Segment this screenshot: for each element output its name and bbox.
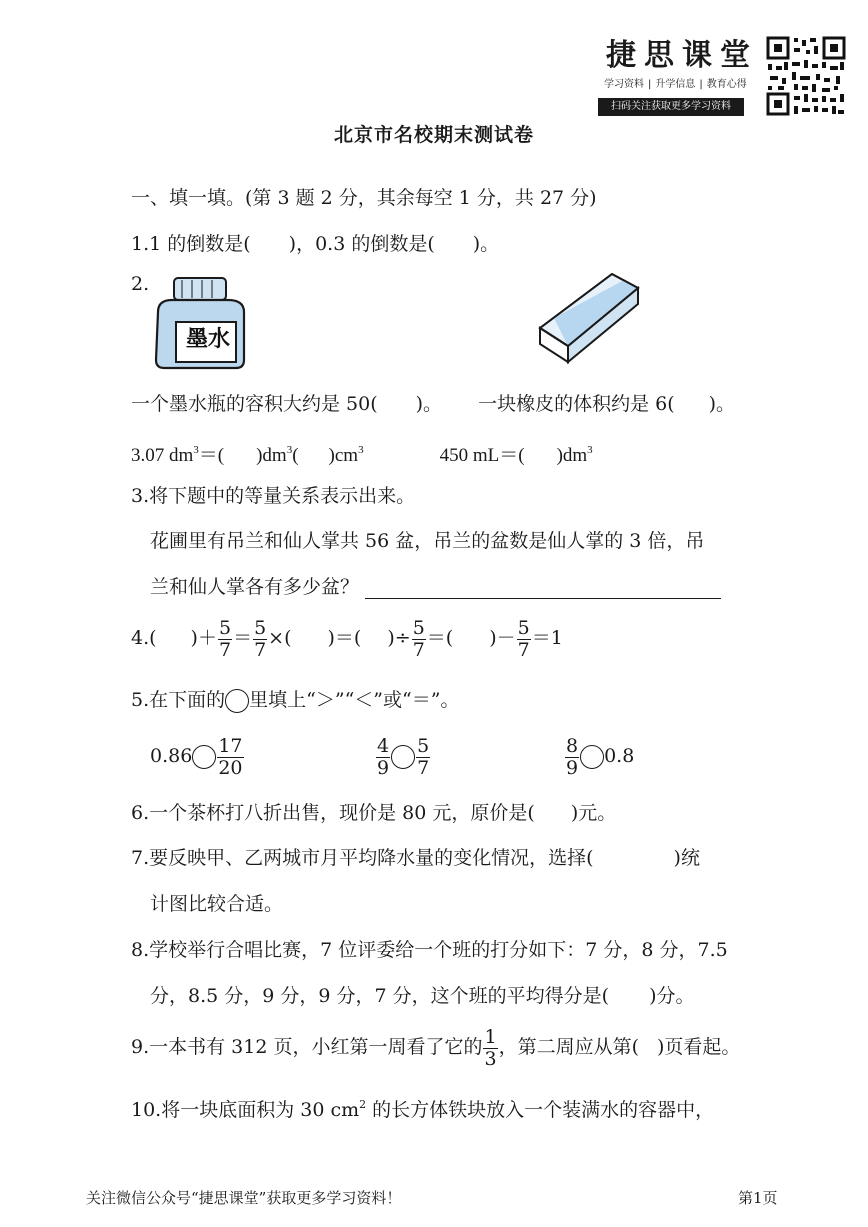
q7-text: 7.要反映甲、乙两城市月平均降水量的变化情况，选择( (131, 847, 594, 869)
numerator: 5 (417, 734, 430, 757)
denominator: 7 (417, 756, 430, 779)
numerator: 4 (377, 734, 390, 757)
denominator: 7 (218, 638, 232, 661)
q4-text: ×( (268, 627, 292, 649)
ink-bottle-image (150, 276, 252, 370)
q4-text: ＝ (233, 627, 253, 649)
qr-code (766, 36, 846, 116)
brand-tag: 升学信息 (655, 79, 696, 90)
q1-text: )，0.3 的倒数是( (288, 233, 435, 255)
q2-text: )。 (708, 393, 736, 415)
q8-text: 分，8.5 分，9 分，9 分，7 分，这个班的平均得分是( (150, 985, 610, 1007)
q5-text: 里填上“＞”“＜”或“＝”。 (249, 689, 460, 711)
q10-text: 10.将一块底面积为 30 cm (131, 1099, 360, 1121)
question-4 (131, 616, 563, 661)
numerator: 1 (484, 1025, 497, 1048)
question-7 (131, 846, 700, 870)
q10-text: 的长方体铁块放入一个装满水的容器中， (366, 1099, 715, 1121)
q3-text: 3.07 dm (131, 445, 194, 466)
question-8-line1: 8.学校举行合唱比赛，7 位评委给一个班的打分如下：7 分，8 分，7.5 (131, 939, 728, 961)
q9-text: ，第二周应从第( (498, 1036, 639, 1058)
footer-left: 关注微信公众号“捷思课堂”获取更多学习资料！ (86, 1189, 402, 1207)
q3-text: ＝( (198, 445, 225, 466)
question-2-text (131, 392, 735, 416)
fraction (416, 736, 430, 779)
eraser-image (534, 270, 644, 366)
question-5 (131, 688, 459, 713)
numerator: 17 (218, 734, 243, 757)
superscript: 3 (358, 444, 364, 456)
fraction (483, 1027, 497, 1070)
q3-text: )dm (256, 445, 287, 466)
q5-pair-2 (375, 734, 431, 779)
q9-text: 9.一本书有 312 页，小红第一周看了它的 (131, 1036, 483, 1058)
q4-text: )÷ (387, 627, 411, 649)
q2-text: 一个墨水瓶的容积大约是 50( (131, 393, 378, 415)
q8-text: )分。 (649, 985, 695, 1007)
q2-number: 2. (131, 273, 150, 295)
q2-text: )。 (415, 393, 443, 415)
question-1 (131, 232, 499, 256)
denominator: 9 (377, 756, 390, 779)
q1-text: )。 (472, 233, 500, 255)
q2-text: 一块橡皮的体积约是 6( (478, 393, 675, 415)
question-6 (131, 801, 616, 825)
q5-value: 0.8 (604, 745, 635, 767)
question-3-units (131, 438, 593, 468)
brand-tag: 学习资料 (604, 79, 644, 90)
question-8-line2 (150, 984, 694, 1008)
denominator: 7 (412, 638, 425, 661)
q1-text: 1.1 的倒数是( (131, 233, 251, 255)
answer-underline (365, 578, 721, 599)
fraction (218, 618, 232, 661)
numerator: 5 (218, 616, 232, 639)
section-heading: 一、填一填。(第 3 题 2 分，其余每空 1 分，共 27 分) (131, 187, 597, 209)
fraction (517, 618, 531, 661)
q4-text: )＝( (327, 627, 362, 649)
q6-text: 6.一个茶杯打八折出售，现价是 80 元，原价是( (131, 802, 535, 824)
superscript: 3 (587, 444, 593, 456)
compare-circle-icon (225, 689, 249, 713)
q4-text: 4.( (131, 627, 157, 649)
q9-text: )页看起。 (657, 1036, 741, 1058)
denominator: 3 (484, 1047, 497, 1070)
denominator: 9 (566, 756, 579, 779)
q3b-text: 兰和仙人掌各有多少盆？ (150, 576, 360, 598)
numerator: 5 (517, 616, 530, 639)
q3-text: )dm (556, 445, 588, 466)
numerator: 8 (566, 734, 579, 757)
denominator: 7 (517, 638, 530, 661)
question-3b-line2 (150, 575, 721, 599)
q3-text: 450 mL＝( (439, 445, 525, 466)
fraction (253, 618, 267, 661)
numerator: 5 (254, 616, 267, 639)
q4-text: )＋ (190, 627, 217, 649)
question-9 (131, 1024, 740, 1070)
ink-bottle-label: 墨水 (185, 327, 230, 352)
brand-tag: 教育心得 (706, 79, 747, 90)
superscript: 3 (286, 444, 293, 456)
q7-text: )统 (673, 847, 700, 869)
question-3b-title: 3.将下题中的等量关系表示出来。 (131, 485, 416, 507)
answer-circle[interactable] (580, 745, 604, 769)
superscript: 2 (359, 1098, 367, 1111)
q3-text: ( (292, 445, 299, 466)
question-7-line2: 计图比较合适。 (150, 893, 284, 915)
q5-pair-1 (150, 734, 245, 779)
numerator: 5 (412, 616, 425, 639)
question-10 (131, 1093, 714, 1122)
fraction (217, 736, 243, 779)
denominator: 7 (254, 638, 267, 661)
question-3b-line1: 花圃里有吊兰和仙人掌共 56 盆，吊兰的盆数是仙人掌的 3 倍，吊 (150, 530, 705, 552)
fraction (376, 736, 390, 779)
denominator: 20 (218, 756, 243, 779)
q5-text: 5.在下面的 (131, 689, 226, 711)
brand-tags: 学习资料 | 升学信息 | 教育心得 (600, 75, 751, 90)
fraction (412, 618, 426, 661)
brand-title: 捷思课堂 (606, 38, 758, 73)
fraction (565, 736, 579, 779)
q4-text: ＝( (426, 627, 454, 649)
q3-text: )cm (328, 445, 359, 466)
answer-circle[interactable] (391, 745, 415, 769)
q5-value: 0.86 (150, 745, 193, 767)
doc-title: 北京市名校期末测试卷 (333, 124, 534, 146)
brand-bar: 扫码关注获取更多学习资料 (598, 98, 744, 116)
answer-circle[interactable] (192, 745, 216, 769)
superscript: 3 (193, 444, 199, 456)
page-number: 第1页 (738, 1189, 778, 1207)
q6-text: )元。 (570, 802, 617, 824)
q4-text: )－ (489, 627, 516, 649)
q5-pair-3 (564, 734, 634, 779)
q4-text: ＝1 (531, 627, 563, 649)
